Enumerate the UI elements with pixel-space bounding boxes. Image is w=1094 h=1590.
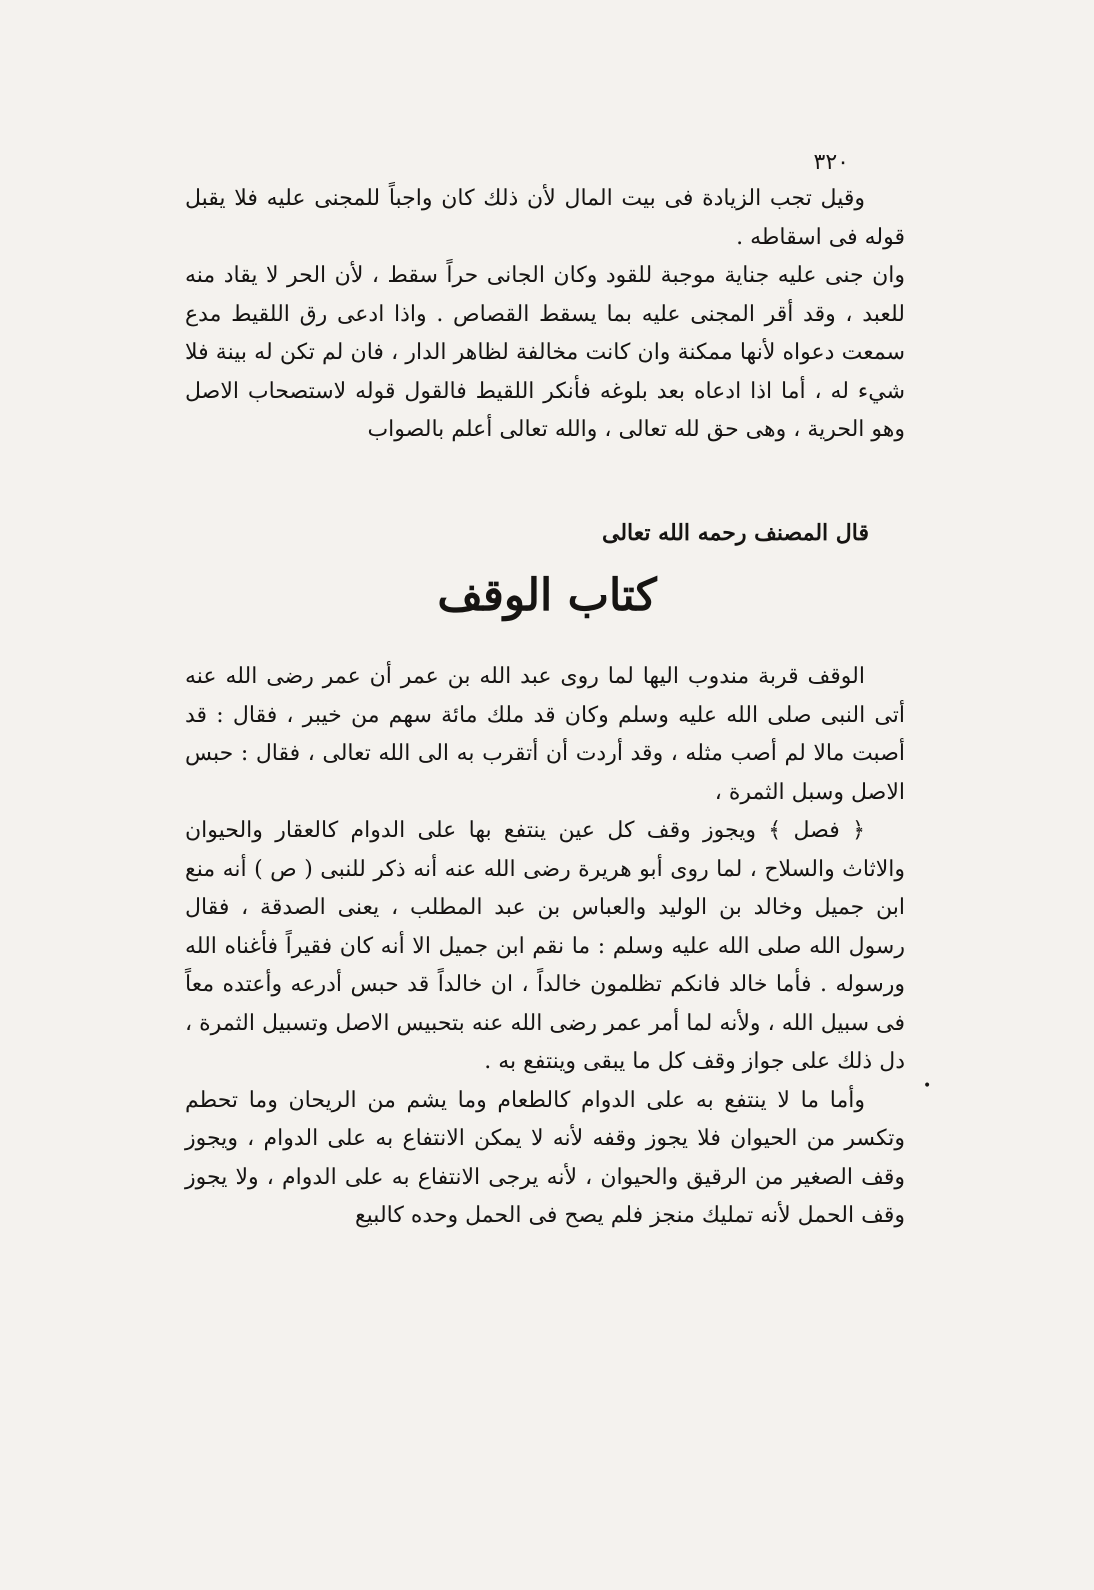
section-waqf bbox=[185, 658, 905, 1236]
margin-dot: • bbox=[923, 1078, 932, 1094]
author-attribution: قال المصنف رحمه الله تعالى bbox=[602, 520, 869, 546]
paragraph-waqf-impermissible: وأما ما لا ينتفع به على الدوام كالطعام وما يشم من الريحان وما تحطم وتكسر من الحيوان فلا يجوز وقفه لأنه لا يمكن الانتفاع به على الدوام ، ويجوز وقف الصغير من الرقيق والحيوان ، لأنه يرجى الانتفاع به على الدوام ، ولا يجوز وقف الحمل لأنه تمليك منجز فلم يصح فى الحمل وحده كالبيع bbox=[185, 1087, 905, 1228]
paragraph-waqf-permissible: ﴿ فصل ﴾ ويجوز وقف كل عين ينتفع بها على الدوام كالعقار والحيوان والاثاث والسلاح ، لما روى أبو هريرة رضى الله عنه أنه ذكر للنبى ( ص ) أنه منع ابن جميل وخالد بن الوليد والعباس بن عبد المطلب ، يعنى الصدقة ، فقال رسول الله صلى الله عليه وسلم : ما نقم ابن جميل الا أنه كان فقيراً فأغناه الله ورسوله . فأما خالد فانكم تظلمون خالداً ، ان خالداً قد حبس أدرعه وأعتده معاً فى سبيل الله ، ولأنه لما أمر عمر رضى الله عنه بتحبيس الاصل وتسبيل الثمرة ، دل ذلك على جواز وقف كل ما يبقى وينتفع به . bbox=[185, 818, 905, 1074]
section-lakit-ending bbox=[185, 180, 905, 450]
paragraph-waqf-definition: الوقف قربة مندوب اليها لما روى عبد الله بن عمر أن عمر رضى الله عنه أتى النبى صلى الله عليه وسلم وكان قد ملك مائة سهم من خيبر ، فقال : قد أصبت مالا لم أصب مثله ، وقد أردت أن أتقرب به الى الله تعالى ، فقال : حبس الاصل وسبل الثمرة ، bbox=[185, 664, 905, 805]
paragraph-blood-money: وقيل تجب الزيادة فى بيت المال لأن ذلك كان واجباً للمجنى عليه فلا يقبل قوله فى اسقاطه . bbox=[185, 186, 905, 250]
chapter-title: كتاب الوقف bbox=[437, 570, 657, 621]
page-number: ٣٢٠ bbox=[813, 150, 849, 175]
paragraph-lakit-slavery-claim: وان جنى عليه جناية موجبة للقود وكان الجانى حراً سقط ، لأن الحر لا يقاد منه للعبد ، وقد أقر المجنى عليه بما يسقط القصاص . واذا ادعى رق اللقيط مدع سمعت دعواه لأنها ممكنة وان كانت مخالفة لظاهر الدار ، فان لم تكن له بينة فلا شيء له ، أما اذا ادعاه بعد بلوغه فأنكر اللقيط فالقول قوله لاستصحاب الاصل وهو الحرية ، وهى حق لله تعالى ، والله تعالى أعلم بالصواب bbox=[185, 263, 905, 442]
